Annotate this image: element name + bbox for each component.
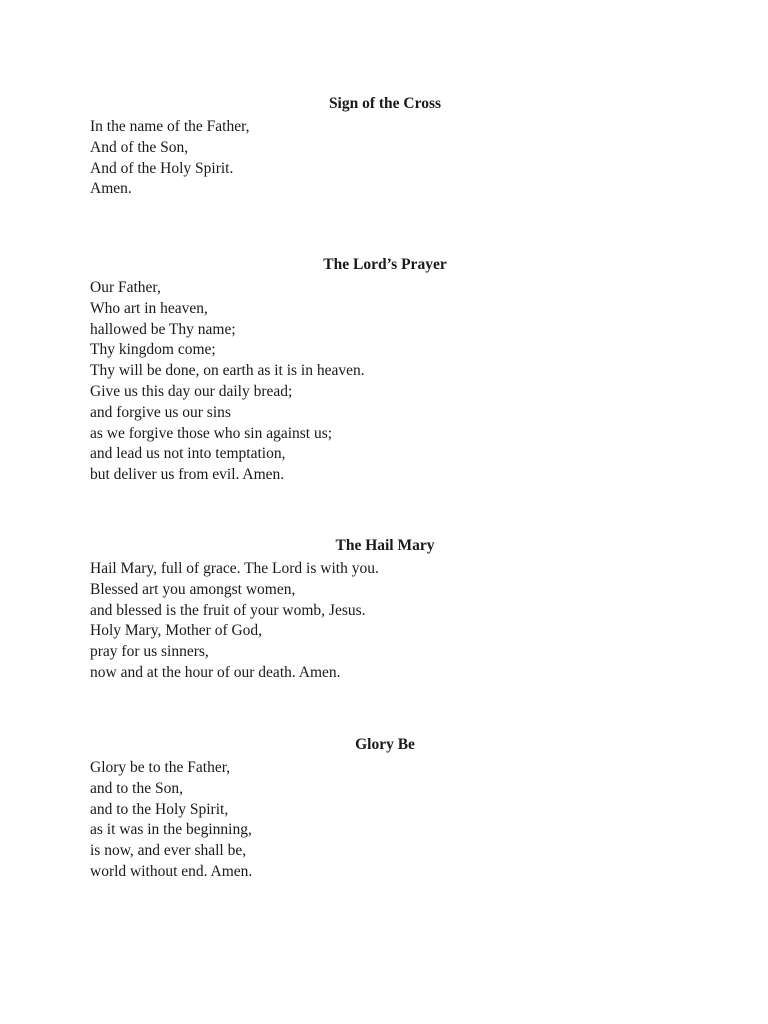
prayer-line: but deliver us from evil. Amen. (90, 466, 285, 484)
prayer-line: And of the Holy Spirit. (90, 159, 234, 177)
prayer-line: and lead us not into temptation, (90, 445, 286, 463)
prayer-line: and forgive us our sins (90, 403, 231, 421)
prayer-text (90, 559, 680, 684)
prayer-title: The Lord’s Prayer (323, 256, 447, 273)
prayer-section-hail-mary (90, 536, 680, 684)
prayer-line: Who art in heaven, (90, 299, 208, 317)
prayer-line: now and at the hour of our death. Amen. (90, 663, 341, 681)
prayer-line: Our Father, (90, 279, 161, 296)
prayer-line: and to the Son, (90, 779, 183, 797)
prayer-line: as we forgive those who sin against us; (90, 424, 333, 442)
prayer-line: hallowed be Thy name; (90, 320, 236, 338)
prayer-line: Thy will be done, on earth as it is in heaven. (90, 362, 365, 380)
prayer-line: world without end. Amen. (90, 862, 253, 880)
prayer-line: is now, and ever shall be, (90, 842, 247, 860)
prayer-title: Glory Be (355, 736, 415, 753)
prayer-line: Thy kingdom come; (90, 341, 216, 359)
prayer-line: Amen. (90, 180, 132, 198)
prayer-line: And of the Son, (90, 138, 189, 156)
prayer-line: as it was in the beginning, (90, 821, 252, 839)
prayer-title: The Hail Mary (335, 537, 435, 554)
prayer-line: Glory be to the Father, (90, 759, 231, 776)
prayer-text (90, 117, 680, 200)
prayer-text (90, 758, 680, 883)
prayer-line: In the name of the Father, (90, 118, 250, 135)
prayer-section-sign-of-the-cross (90, 94, 680, 200)
prayer-line: and blessed is the fruit of your womb, Jesus. (90, 601, 366, 619)
prayer-line: pray for us sinners, (90, 643, 209, 661)
prayer-line: and to the Holy Spirit, (90, 800, 229, 818)
prayer-title: Sign of the Cross (328, 95, 442, 112)
prayer-line: Hail Mary, full of grace. The Lord is with you. (90, 560, 379, 577)
prayer-section-glory-be (90, 735, 680, 883)
prayer-line: Holy Mary, Mother of God, (90, 622, 263, 640)
prayer-line: Blessed art you amongst women, (90, 580, 296, 598)
prayer-section-lords-prayer (90, 255, 680, 486)
prayer-line: Give us this day our daily bread; (90, 382, 293, 400)
prayer-text (90, 278, 680, 486)
